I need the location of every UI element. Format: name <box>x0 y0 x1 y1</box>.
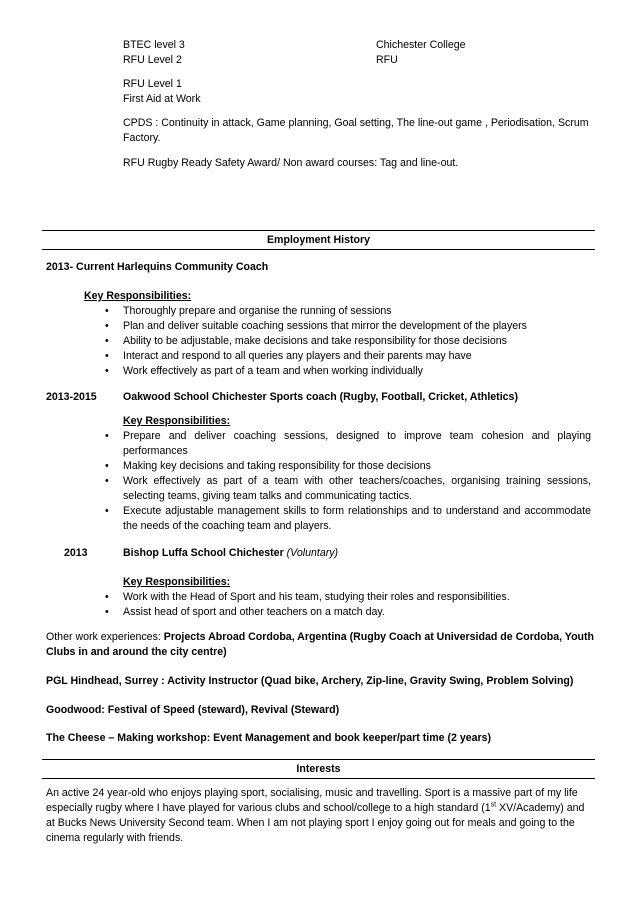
qualification-left-3: RFU Level 1 <box>123 78 182 90</box>
other-work-main: Projects Abroad Cordoba, Argentina (Rugby Coach at Universidad de Cordoba, Youth Clubs in and around the city centre) <box>46 631 595 658</box>
interests-rule-top <box>42 759 595 760</box>
list-item: • Work effectively as part of a team with other teachers/coaches, organising training sessions, selecting teams, giving team talks and communicating tactics. <box>105 475 591 502</box>
list-item: • Work with the Head of Sport and his team, studying their roles and responsibilities. <box>105 591 510 603</box>
employment-heading: Employment History <box>266 234 370 246</box>
cpds-text: CPDS : Continuity in attack, Game planning, Goal setting, The line-out game , Periodisation, Scrum Factory. <box>123 117 589 144</box>
bullet-icon: • <box>105 505 109 517</box>
list-item: • Work effectively as part of a team and when working individually <box>105 365 423 377</box>
bullet-icon: • <box>105 350 109 362</box>
bullet-icon: • <box>105 335 109 347</box>
job-3-title-line <box>123 546 338 561</box>
interests-rule-bottom <box>42 778 595 779</box>
job-1-responsibilities <box>105 304 595 379</box>
job-1-responsibilities-label: Key Responsibilities: <box>84 290 192 302</box>
job-3-date: 2013 <box>64 547 88 559</box>
bullet-icon: • <box>105 475 109 487</box>
qualification-right-2: RFU <box>376 54 398 66</box>
qualification-left-1: BTEC level 3 <box>123 39 185 51</box>
bullet-icon: • <box>105 591 109 603</box>
list-item: • Thoroughly prepare and organise the running of sessions <box>105 305 392 317</box>
bullet-icon: • <box>105 305 109 317</box>
job-2-title: Oakwood School Chichester Sports coach (Rugby, Football, Cricket, Athletics) <box>123 391 518 403</box>
job-2-responsibilities <box>105 429 591 534</box>
other-work-prefix: Other work experiences: <box>46 631 164 643</box>
award-text: RFU Rugby Ready Safety Award/ Non award courses: Tag and line-out. <box>123 157 459 169</box>
job-1-title: Harlequins Community Coach <box>117 261 269 273</box>
list-item: • Interact and respond to all queries any players and their parents may have <box>105 350 472 362</box>
employment-rule-top <box>42 230 595 231</box>
qualification-left-4: First Aid at Work <box>123 93 201 105</box>
other-work-experiences <box>46 630 595 660</box>
employment-rule-bottom <box>42 249 595 250</box>
interests-text: An active 24 year-old who enjoys playing sport, socialising, music and travelling. Sport is a massive part of my life especially rugby where I have played for various clubs and school/college to a high standard (1st XV/Academy) and at Bucks News University Second team. When I am not playing sport I enjoy going out for meals and going to the cinema regularly with friends. <box>46 787 585 844</box>
job-3-responsibilities-label: Key Responsibilities: <box>123 576 231 588</box>
bullet-icon: • <box>105 320 109 332</box>
goodwood-experience: Goodwood: Festival of Speed (steward), Revival (Steward) <box>46 704 340 716</box>
bullet-icon: • <box>105 460 109 472</box>
qualification-right-1: Chichester College <box>376 39 466 51</box>
list-item: • Plan and deliver suitable coaching sessions that mirror the development of the players <box>105 320 527 332</box>
list-item: • Execute adjustable management skills to form relationships and to understand and accommodate the needs of the coaching team and players. <box>105 505 591 532</box>
bullet-icon: • <box>105 430 109 442</box>
bullet-icon: • <box>105 365 109 377</box>
job-2-date: 2013-2015 <box>46 391 97 403</box>
job-2-responsibilities-label: Key Responsibilities: <box>123 415 231 427</box>
cheese-experience: The Cheese – Making workshop: Event Management and book keeper/part time (2 years) <box>46 732 492 744</box>
job-3-title: Bishop Luffa School Chichester <box>123 547 284 559</box>
job-3-title-suffix: (Voluntary) <box>286 547 339 559</box>
interests-heading: Interests <box>296 763 341 775</box>
list-item: • Assist head of sport and other teachers on a match day. <box>105 606 385 618</box>
pgl-experience: PGL Hindhead, Surrey : Activity Instructor (Quad bike, Archery, Zip-line, Gravity Swing, Problem Solving) <box>46 675 574 687</box>
job-3-responsibilities <box>105 590 595 620</box>
qualification-left-2: RFU Level 2 <box>123 54 182 66</box>
bullet-icon: • <box>105 606 109 618</box>
job-1-date: 2013- Current <box>46 261 115 273</box>
list-item: • Ability to be adjustable, make decisions and take responsibility for those decisions <box>105 335 507 347</box>
list-item: • Making key decisions and taking responsibility for those decisions <box>105 460 431 472</box>
list-item: • Prepare and deliver coaching sessions, designed to improve team cohesion and playing performances <box>105 430 591 457</box>
